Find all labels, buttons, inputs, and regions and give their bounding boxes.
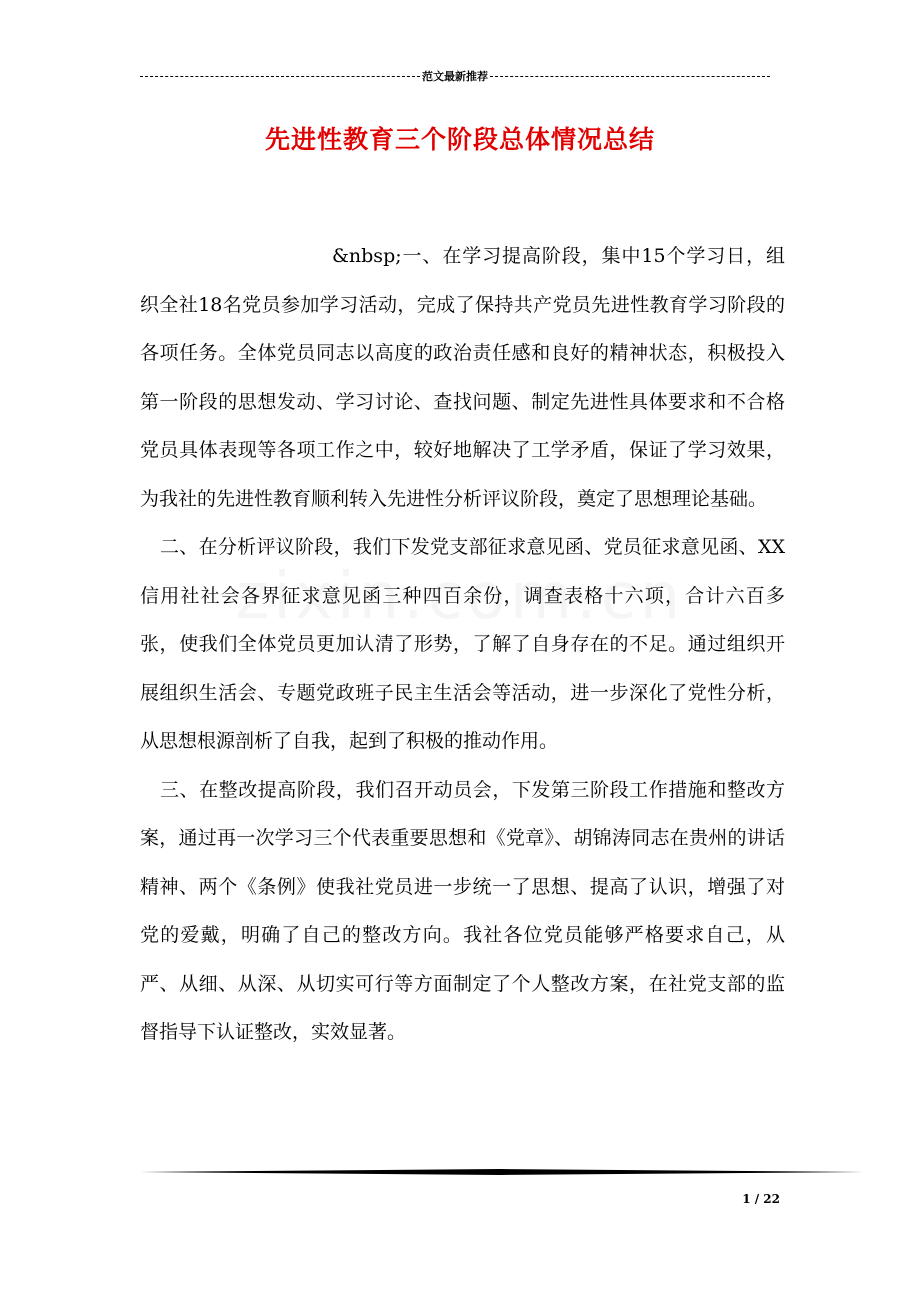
page-number: 1 / 22 bbox=[742, 1192, 780, 1206]
document-title: 先进性教育三个阶段总体情况总结 bbox=[264, 125, 655, 154]
header-label: 范文最新推荐 bbox=[422, 70, 488, 83]
paragraph-2: 二、在分析评议阶段，我们下发党支部征求意见函、党员征求意见函、XX信用社社会各界征求意见函三种四百余份，调查表格十六项，合计六百多张，使我们全体党员更加认清了形势，了解了自身存在的不足。通过组织开展组织生活会、专题党政班子民主生活会等活动，进一步深化了党性分析，从思想根源剖析了自我，起到了积极的推动作用。 bbox=[140, 536, 785, 752]
paragraph-1: &nbsp;一、在学习提高阶段，集中15个学习日，组织全社18名党员参加学习活动，完成了保持共产党员先进性教育学习阶段的各项任务。全体党员同志以高度的政治责任感和良好的精神状态，积极投入第一阶段的思想发动、学习讨论、查找问题、制定先进性具体要求和不合格党员具体表现等各项工作之中，较好地解决了工学矛盾，保证了学习效果，为我社的先进性教育顺利转入先进性分析评议阶段，奠定了思想理论基础。 bbox=[140, 245, 785, 510]
footer-rule-line bbox=[140, 1168, 864, 1176]
header-dashes-left bbox=[140, 76, 420, 77]
header-rule bbox=[140, 68, 770, 84]
header-dashes-right bbox=[490, 76, 770, 77]
paragraph-3: 三、在整改提高阶段，我们召开动员会，下发第三阶段工作措施和整改方案，通过再一次学习三个代表重要思想和《党章》、胡锦涛同志在贵州的讲话精神、两个《条例》使我社党员进一步统一了思想、提高了认识，增强了对党的爱戴，明确了自己的整改方向。我社各位党员能够严格要求自己，从严、从细、从深、从切实可行等方面制定了个人整改方案，在社党支部的监督指导下认证整改，实效显著。 bbox=[140, 778, 785, 1043]
footer-rule bbox=[140, 1168, 864, 1176]
document-body bbox=[140, 232, 785, 1057]
